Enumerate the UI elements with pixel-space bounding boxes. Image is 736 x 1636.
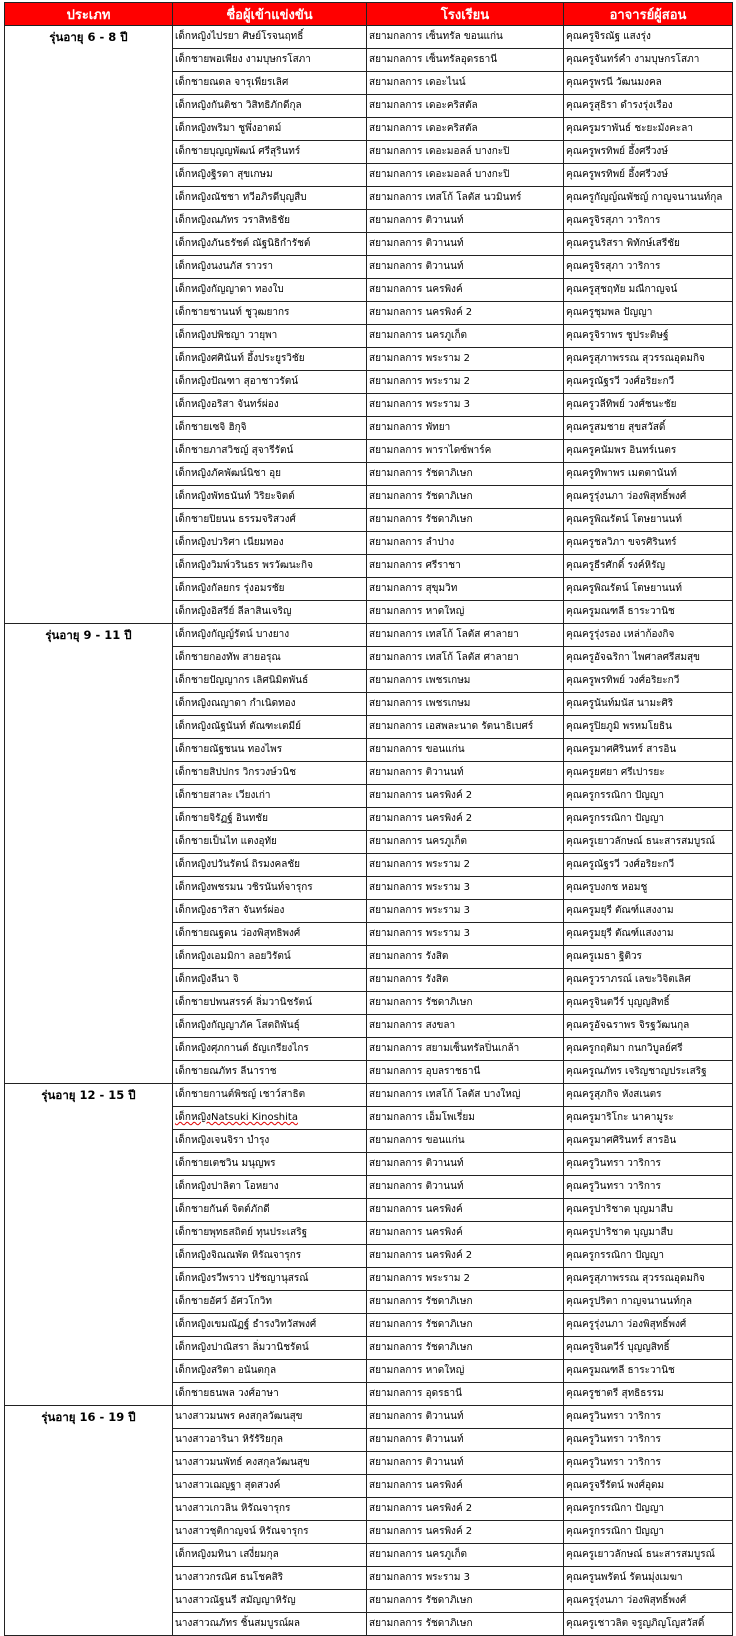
teacher-cell: คุณครูณัฐรวี วงศ์อริยะกวี — [564, 371, 733, 394]
teacher-cell: คุณครูวลีทิพย์ วงศ์ชนะชัย — [564, 394, 733, 417]
contestant-name-cell: เด็กชายกองทัพ สายอรุณ — [173, 647, 367, 670]
contestant-name-cell: เด็กหญิงอิสรีย์ ลีลาสินเจริญ — [173, 601, 367, 624]
teacher-cell: คุณครูพิณรัตน์ โตษยานนท์ — [564, 509, 733, 532]
teacher-cell: คุณครูอัจฉราพร จิรฐวัฒนกุล — [564, 1015, 733, 1038]
contestant-name-cell: เด็กชายปัญญากร เลิศนิมิตพันธ์ — [173, 670, 367, 693]
school-cell: สยามกลการ เอ็มโพเรี่ยม — [367, 1107, 564, 1130]
contestant-name-cell: เด็กหญิงกัลยกร รุ่งอมรชัย — [173, 578, 367, 601]
school-cell: สยามกลการ นครพิงค์ 2 — [367, 1521, 564, 1544]
contestant-name-cell: เด็กชายณภัทร ลีนาราช — [173, 1061, 367, 1084]
school-cell: สยามกลการ สยามเซ็นทรัลปิ่นเกล้า — [367, 1038, 564, 1061]
teacher-cell: คุณครูจินตวีร์ บุญญสิทธิ์ — [564, 992, 733, 1015]
teacher-cell: คุณครูมยุรี ตัณฑ์แสงงาม — [564, 923, 733, 946]
contestant-name-cell: นางสาวมนพร คงสกุลวัฒนสุข — [173, 1406, 367, 1429]
teacher-cell: คุณครูชุมพล ปัญญา — [564, 302, 733, 325]
contestant-name-cell: เด็กหญิงณัชชา ทวีอภิรดีบุญสืบ — [173, 187, 367, 210]
contestant-table — [4, 2, 733, 1636]
contestant-name-cell: เด็กชายเซจิ ฮิกุจิ — [173, 417, 367, 440]
school-cell: สยามกลการ พระราม 3 — [367, 923, 564, 946]
school-cell: สยามกลการ เทสโก้ โลตัส ศาลายา — [367, 647, 564, 670]
teacher-cell: คุณครูสุชฤทัย มณีกาญจน์ — [564, 279, 733, 302]
school-cell: สยามกลการ สงขลา — [367, 1015, 564, 1038]
contestant-name-cell: เด็กชายณดล จารุเพียรเลิศ — [173, 72, 367, 95]
teacher-cell: คุณครูรุ่งนภา ว่องพิสุทธิ์พงศ์ — [564, 1314, 733, 1337]
contestant-name-cell: เด็กหญิงนงนภัส ราวรา — [173, 256, 367, 279]
age-group-label: รุ่นอายุ 9 - 11 ปี — [5, 624, 173, 1084]
school-cell: สยามกลการ ติวานนท์ — [367, 762, 564, 785]
teacher-cell: คุณครูพิณรัตน์ โตษยานนท์ — [564, 578, 733, 601]
teacher-cell: คุณครูสุภกิจ หังสเนตร — [564, 1084, 733, 1107]
contestant-name-cell: เด็กชายภาสวิชญ์ สุจารีรัตน์ — [173, 440, 367, 463]
contestant-name-cell: เด็กชายพอเพียง งามบุษกรโสภา — [173, 49, 367, 72]
teacher-cell: คุณครูยศยา ศรีเปารยะ — [564, 762, 733, 785]
school-cell: สยามกลการ สุขุมวิท — [367, 578, 564, 601]
teacher-cell: คุณครูมราพันธ์ ชะยะมังคะลา — [564, 118, 733, 141]
school-cell: สยามกลการ นครพิงค์ 2 — [367, 785, 564, 808]
contestant-name-cell: เด็กหญิงพริมา ชูพึ่งอาตม์ — [173, 118, 367, 141]
contestant-name-cell: เด็กหญิงรวีพราว ปรัชญานุสรณ์ — [173, 1268, 367, 1291]
table-row — [5, 26, 733, 49]
contestant-name-cell: เด็กชายกานต์พิชญ์ เชาว์สาธิต — [173, 1084, 367, 1107]
teacher-cell: คุณครูจินตวีร์ บุญญสิทธิ์ — [564, 1337, 733, 1360]
teacher-cell: คุณครูพรทิพย์ วงศ์อริยะกวี — [564, 670, 733, 693]
school-cell: สยามกลการ เพชรเกษม — [367, 670, 564, 693]
teacher-cell: คุณครูวินทรา วาริการ — [564, 1429, 733, 1452]
teacher-cell: คุณครูเมธา ฐิติวร — [564, 946, 733, 969]
contestant-name-cell: เด็กชายเป็นไท แตงอุทัย — [173, 831, 367, 854]
teacher-cell: คุณครูปริตา กาญจนานนท์กุล — [564, 1291, 733, 1314]
contestant-name-cell: เด็กหญิงวิมพ์วรินธร พรวัฒนะกิจ — [173, 555, 367, 578]
contestant-name-cell: เด็กชายเตชวิน มนุญพร — [173, 1153, 367, 1176]
teacher-cell: คุณครูสุภาพรรณ สุวรรณอุดมกิจ — [564, 1268, 733, 1291]
contestant-name-cell: เด็กชายอัศว์ อัศวโกวิท — [173, 1291, 367, 1314]
school-cell: สยามกลการ เทสโก้ โลตัส ศาลายา — [367, 624, 564, 647]
teacher-cell: คุณครูเชาวลิต จรูญภิญโญสวัสดิ์ — [564, 1613, 733, 1636]
teacher-cell: คุณครูจิราพร ชูประดิษฐ์ — [564, 325, 733, 348]
contestant-name-cell: เด็กหญิงภัคพัฒน์นิชา อุย — [173, 463, 367, 486]
contestant-name-cell: เด็กชายกันต์ จิตต์ภักดี — [173, 1199, 367, 1222]
teacher-cell: คุณครูวินทรา วาริการ — [564, 1176, 733, 1199]
contestant-name-cell: เด็กหญิงพชรมน วชิรนันท์จารุกร — [173, 877, 367, 900]
teacher-cell: คุณครูปาริชาต บุญมาสืบ — [564, 1222, 733, 1245]
contestant-name-cell: เด็กหญิงมทินา เสงี่ยมกุล — [173, 1544, 367, 1567]
contestant-name-cell: เด็กชายณัฐชนน ทองไพร — [173, 739, 367, 762]
contestant-name-cell: เด็กชายณฐดน ว่องพิสุทธิพงศ์ — [173, 923, 367, 946]
school-cell: สยามกลการ พัทยา — [367, 417, 564, 440]
school-cell: สยามกลการ นครภูเก็ต — [367, 1544, 564, 1567]
teacher-cell: คุณครูนริสรา พิทักษ์เสรีชัย — [564, 233, 733, 256]
contestant-name-cell: เด็กหญิงปาลิตา โอหยาง — [173, 1176, 367, 1199]
teacher-cell: คุณครูสมชาย สุขสวัสดิ์ — [564, 417, 733, 440]
school-cell: สยามกลการ ติวานนท์ — [367, 1153, 564, 1176]
teacher-cell: คุณครูรุ่งนภา ว่องพิสุทธิ์พงศ์ — [564, 486, 733, 509]
contestant-name-cell: เด็กหญิงจิณณพัต หิรัณจารุกร — [173, 1245, 367, 1268]
school-cell: สยามกลการ เดอะคริสตัล — [367, 118, 564, 141]
teacher-cell: คุณครูคนัมพร อินทร์เนตร — [564, 440, 733, 463]
contestant-name-cell: เด็กหญิงณภัทร วราสิทธิชัย — [173, 210, 367, 233]
school-cell: สยามกลการ เดอะคริสตัล — [367, 95, 564, 118]
header-teacher: อาจารย์ผู้สอน — [564, 3, 733, 26]
age-group-label: รุ่นอายุ 16 - 19 ปี — [5, 1406, 173, 1636]
teacher-cell: คุณครูมาศศิรินทร์ สารอิน — [564, 1130, 733, 1153]
school-cell: สยามกลการ หาดใหญ่ — [367, 1360, 564, 1383]
teacher-cell: คุณครูเยาวลักษณ์ ธนะสารสมบูรณ์ — [564, 1544, 733, 1567]
school-cell: สยามกลการ พาราไดซ์พาร์ค — [367, 440, 564, 463]
teacher-cell: คุณครูพรนี วัฒนมงคล — [564, 72, 733, 95]
teacher-cell: คุณครูวราภรณ์ เลขะวิจิตเลิศ — [564, 969, 733, 992]
teacher-cell: คุณครูอัจฉริกา ไพศาลศรีสมสุข — [564, 647, 733, 670]
school-cell: สยามกลการ ติวานนท์ — [367, 210, 564, 233]
contestant-name-cell: เด็กหญิงกันติชา วิสิทธิภักดีกุล — [173, 95, 367, 118]
school-cell: สยามกลการ หาดใหญ่ — [367, 601, 564, 624]
school-cell: สยามกลการ นครพิงค์ — [367, 1222, 564, 1245]
teacher-cell: คุณครูพรทิพย์ อึ้งศรีวงษ์ — [564, 164, 733, 187]
age-group-label: รุ่นอายุ 6 - 8 ปี — [5, 26, 173, 624]
contestant-name-cell: เด็กชายพุทธสถิตย์ ทุนประเสริฐ — [173, 1222, 367, 1245]
school-cell: สยามกลการ รัชดาภิเษก — [367, 509, 564, 532]
teacher-cell: คุณครูกรรณิกา ปัญญา — [564, 808, 733, 831]
contestant-name-cell: เด็กชายจิรัฏฐ์ อินทชัย — [173, 808, 367, 831]
school-cell: สยามกลการ รัชดาภิเษก — [367, 1314, 564, 1337]
teacher-cell: คุณครูกฤติมา กนกวิบูลย์ศรี — [564, 1038, 733, 1061]
contestant-name-cell: เด็กหญิงNatsuki Kinoshita — [173, 1107, 367, 1130]
school-cell: สยามกลการ รัชดาภิเษก — [367, 463, 564, 486]
teacher-cell: คุณครูจรีรัตน์ พงศ์อุดม — [564, 1475, 733, 1498]
school-cell: สยามกลการ ขอนแก่น — [367, 739, 564, 762]
school-cell: สยามกลการ ลำปาง — [367, 532, 564, 555]
contestant-name-cell: นางสาวชุติกาญจน์ หิรัณจารุกร — [173, 1521, 367, 1544]
school-cell: สยามกลการ ศรีราชา — [367, 555, 564, 578]
teacher-cell: คุณครูจิรสุภา วาริการ — [564, 256, 733, 279]
teacher-cell: คุณครูรุ่งรอง เหล่าก้องกิจ — [564, 624, 733, 647]
teacher-cell: คุณครูมาริโกะ นาคามูระ — [564, 1107, 733, 1130]
school-cell: สยามกลการ เทสโก้ โลตัส นวมินทร์ — [367, 187, 564, 210]
teacher-cell: คุณครูนันท์มนัส นามะศิริ — [564, 693, 733, 716]
school-cell: สยามกลการ พระราม 2 — [367, 371, 564, 394]
teacher-cell: คุณครูปิยภูมิ พรหมโยธิน — [564, 716, 733, 739]
header-category: ประเภท — [5, 3, 173, 26]
school-cell: สยามกลการ เซ็นทรัลอุดรธานี — [367, 49, 564, 72]
contestant-name-cell: นางสาวเกวลิน หิรัณจารุกร — [173, 1498, 367, 1521]
school-cell: สยามกลการ รัชดาภิเษก — [367, 1590, 564, 1613]
contestant-name-cell: เด็กชายปพนสรรค์ ลิ่มวานิชรัตน์ — [173, 992, 367, 1015]
school-cell: สยามกลการ เดอะมอลล์ บางกะปิ — [367, 164, 564, 187]
contestant-name-cell: เด็กหญิงปวันรัตน์ ถิรมงคลชัย — [173, 854, 367, 877]
teacher-cell: คุณครูทิพาพร เมตตานันท์ — [564, 463, 733, 486]
contestant-name-cell: เด็กหญิงสริตา อนันตกุล — [173, 1360, 367, 1383]
teacher-cell: คุณครูจิรณัฐ แสงรุ่ง — [564, 26, 733, 49]
school-cell: สยามกลการ ติวานนท์ — [367, 1176, 564, 1199]
teacher-cell: คุณครูวินทรา วาริการ — [564, 1406, 733, 1429]
teacher-cell: คุณครูปาริชาต บุญมาสืบ — [564, 1199, 733, 1222]
contestant-name-cell: เด็กหญิงณัฐนันท์ ตัณฑะเตมีย์ — [173, 716, 367, 739]
contestant-name-cell: เด็กชายสิปปกร วิกรวงษ์วนิช — [173, 762, 367, 785]
teacher-cell: คุณครูบงกช หอมชู — [564, 877, 733, 900]
teacher-cell: คุณครูกรรณิกา ปัญญา — [564, 1498, 733, 1521]
teacher-cell: คุณครูมาศศิรินทร์ สารอิน — [564, 739, 733, 762]
teacher-cell: คุณครูณัฐรวี วงศ์อริยะกวี — [564, 854, 733, 877]
contestant-name-cell: เด็กหญิงเขมณัฏฐ์ ธำรงวิทวัสพงศ์ — [173, 1314, 367, 1337]
contestant-name-cell: เด็กชายปิยนน ธรรมจริสวงศ์ — [173, 509, 367, 532]
school-cell: สยามกลการ ติวานนท์ — [367, 233, 564, 256]
teacher-cell: คุณครูกรรณิกา ปัญญา — [564, 1245, 733, 1268]
contestant-name-cell: เด็กหญิงปวริศา เนียมทอง — [173, 532, 367, 555]
teacher-cell: คุณครูรุ่งนภา ว่องพิสุทธิ์พงศ์ — [564, 1590, 733, 1613]
teacher-cell: คุณครูณภัทร เจริญชาญประเสริฐ — [564, 1061, 733, 1084]
header-school: โรงเรียน — [367, 3, 564, 26]
school-cell: สยามกลการ รัชดาภิเษก — [367, 992, 564, 1015]
contestant-name-cell: นางสาวกรณิศ ธนโชคสิริ — [173, 1567, 367, 1590]
school-cell: สยามกลการ นครภูเก็ต — [367, 325, 564, 348]
table-row — [5, 1406, 733, 1429]
school-cell: สยามกลการ รังสิต — [367, 969, 564, 992]
school-cell: สยามกลการ นครพิงค์ 2 — [367, 1245, 564, 1268]
contestant-name-cell: เด็กหญิงเจนจิรา บำรุง — [173, 1130, 367, 1153]
school-cell: สยามกลการ รัชดาภิเษก — [367, 1337, 564, 1360]
school-cell: สยามกลการ ขอนแก่น — [367, 1130, 564, 1153]
teacher-cell: คุณครูวินทรา วาริการ — [564, 1153, 733, 1176]
contestant-name-cell: เด็กหญิงกัญญาภัค โสตถิพันธุ์ — [173, 1015, 367, 1038]
school-cell: สยามกลการ เดอะมอลล์ บางกะปิ — [367, 141, 564, 164]
school-cell: สยามกลการ นครพิงค์ 2 — [367, 302, 564, 325]
school-cell: สยามกลการ รัชดาภิเษก — [367, 486, 564, 509]
contestant-name-cell: เด็กชายชานนท์ ชูวุฒยากร — [173, 302, 367, 325]
contestant-name-cell: นางสาวมนพัทธ์ คงสกุลวัฒนสุข — [173, 1452, 367, 1475]
contestant-name-cell: นางสาวอารินา หิรัรัริยกุล — [173, 1429, 367, 1452]
school-cell: สยามกลการ พระราม 3 — [367, 394, 564, 417]
contestant-name-cell: เด็กหญิงศุภกานต์ ธัญเกรียงไกร — [173, 1038, 367, 1061]
contestant-name-cell: เด็กหญิงกัญญ์รัตน์ บางยาง — [173, 624, 367, 647]
teacher-cell: คุณครูมณฑลี ธาระวานิช — [564, 601, 733, 624]
table-row — [5, 624, 733, 647]
teacher-cell: คุณครูสุภาพรรณ สุวรรณอุดมกิจ — [564, 348, 733, 371]
school-cell: สยามกลการ นครพิงค์ — [367, 279, 564, 302]
teacher-cell: คุณครูสุธิรา ดำรงรุ่งเรือง — [564, 95, 733, 118]
school-cell: สยามกลการ เพชรเกษม — [367, 693, 564, 716]
school-cell: สยามกลการ นครพิงค์ — [367, 1199, 564, 1222]
contestant-name-cell: เด็กหญิงณญาดา กำเนิดทอง — [173, 693, 367, 716]
teacher-cell: คุณครูวินทรา วาริการ — [564, 1452, 733, 1475]
contestant-name-cell: เด็กหญิงฐิรดา สุขเกษม — [173, 164, 367, 187]
contestant-name-cell: เด็กหญิงกัญญาดา ทองใบ — [173, 279, 367, 302]
contestant-name-cell: เด็กชายสาละ เวียงเก่า — [173, 785, 367, 808]
school-cell: สยามกลการ เทสโก้ โลตัส บางใหญ่ — [367, 1084, 564, 1107]
school-cell: สยามกลการ รัชดาภิเษก — [367, 1613, 564, 1636]
teacher-cell: คุณครูธีรศักดิ์ รงค์หิรัญ — [564, 555, 733, 578]
school-cell: สยามกลการ นครพิงค์ 2 — [367, 808, 564, 831]
teacher-cell: คุณครูจิรสุภา วาริการ — [564, 210, 733, 233]
contestant-name-cell: เด็กหญิงศศินันท์ อึ้งประยูรวิชัย — [173, 348, 367, 371]
school-cell: สยามกลการ ติวานนท์ — [367, 1406, 564, 1429]
teacher-cell: คุณครูมณฑลี ธาระวานิช — [564, 1360, 733, 1383]
contestant-name-cell: เด็กหญิงลีนา จิ — [173, 969, 367, 992]
contestant-name-cell: นางสาวเฌญฐา สุดสวงค์ — [173, 1475, 367, 1498]
school-cell: สยามกลการ พระราม 2 — [367, 854, 564, 877]
contestant-name-cell: เด็กหญิงธาริสา จันทร์ผ่อง — [173, 900, 367, 923]
contestant-name-cell: นางสาวณภัทร ชิ้นสมบูรณ์ผล — [173, 1613, 367, 1636]
header-contestant-name: ชื่อผู้เข้าแข่งขัน — [173, 3, 367, 26]
school-cell: สยามกลการ ติวานนท์ — [367, 256, 564, 279]
contestant-name-cell: เด็กหญิงปพิชญา วายุพา — [173, 325, 367, 348]
contestant-name-cell: เด็กหญิงเอมมิกา ลอยวิรัตน์ — [173, 946, 367, 969]
contestant-name-cell: เด็กหญิงปัณฑา สุอาชาวรัตน์ — [173, 371, 367, 394]
table-row — [5, 1084, 733, 1107]
school-cell: สยามกลการ ติวานนท์ — [367, 1429, 564, 1452]
school-cell: สยามกลการ เซ็นทรัล ขอนแก่น — [367, 26, 564, 49]
school-cell: สยามกลการ เดอะไนน์ — [367, 72, 564, 95]
school-cell: สยามกลการ นครพิงค์ 2 — [367, 1498, 564, 1521]
contestant-name-cell: นางสาวณัฐนรี สมัญญาหิรัญ — [173, 1590, 367, 1613]
school-cell: สยามกลการ นครภูเก็ต — [367, 831, 564, 854]
teacher-cell: คุณครูจันทร์คำ งามบุษกรโสภา — [564, 49, 733, 72]
school-cell: สยามกลการ รังสิต — [367, 946, 564, 969]
teacher-cell: คุณครูมยุรี ตัณฑ์แสงงาม — [564, 900, 733, 923]
teacher-cell: คุณครูชลวิภา ขจรศิรินทร์ — [564, 532, 733, 555]
contestant-name-cell: เด็กหญิงพัทธนันท์ วิริยะจิตต์ — [173, 486, 367, 509]
school-cell: สยามกลการ รัชดาภิเษก — [367, 1291, 564, 1314]
contestant-name-cell: เด็กหญิงไปรยา ศิษย์โรจนฤทธิ์ — [173, 26, 367, 49]
contestant-name-cell: เด็กหญิงอริสา จันทร์ผ่อง — [173, 394, 367, 417]
school-cell: สยามกลการ อุบลราชธานี — [367, 1061, 564, 1084]
teacher-cell: คุณครูกรรณิกา ปัญญา — [564, 785, 733, 808]
contestant-name-cell: เด็กหญิงปาณิสรา ลิ่มวานิชรัตน์ — [173, 1337, 367, 1360]
teacher-cell: คุณครูเยาวลักษณ์ ธนะสารสมบูรณ์ — [564, 831, 733, 854]
school-cell: สยามกลการ พระราม 3 — [367, 900, 564, 923]
school-cell: สยามกลการ พระราม 3 — [367, 877, 564, 900]
school-cell: สยามกลการ พระราม 3 — [367, 1567, 564, 1590]
school-cell: สยามกลการ พระราม 2 — [367, 1268, 564, 1291]
school-cell: สยามกลการ นครพิงค์ — [367, 1475, 564, 1498]
contestant-name-cell: เด็กชายบุญญพัฒน์ ศรีสุรินทร์ — [173, 141, 367, 164]
school-cell: สยามกลการ ติวานนท์ — [367, 1452, 564, 1475]
teacher-cell: คุณครูนพรัตน์ รัตนมุ่งเมฆา — [564, 1567, 733, 1590]
header-row — [5, 3, 733, 26]
school-cell: สยามกลการ เอสพละนาด รัตนาธิเบศร์ — [367, 716, 564, 739]
age-group-label: รุ่นอายุ 12 - 15 ปี — [5, 1084, 173, 1406]
contestant-name-cell: เด็กชายธนพล วงศ์อาษา — [173, 1383, 367, 1406]
contestant-name-cell: เด็กหญิงภันธรัชต์ ณัฐนิธิกำรัชต์ — [173, 233, 367, 256]
teacher-cell: คุณครูชาตรี สุทธิธรรม — [564, 1383, 733, 1406]
teacher-cell: คุณครูพรทิพย์ อึ้งศรีวงษ์ — [564, 141, 733, 164]
teacher-cell: คุณครูกรรณิกา ปัญญา — [564, 1521, 733, 1544]
school-cell: สยามกลการ อุดรธานี — [367, 1383, 564, 1406]
teacher-cell: คุณครูกัญญ์ณพัชญ์ กาญจนานนท์กุล — [564, 187, 733, 210]
school-cell: สยามกลการ พระราม 2 — [367, 348, 564, 371]
